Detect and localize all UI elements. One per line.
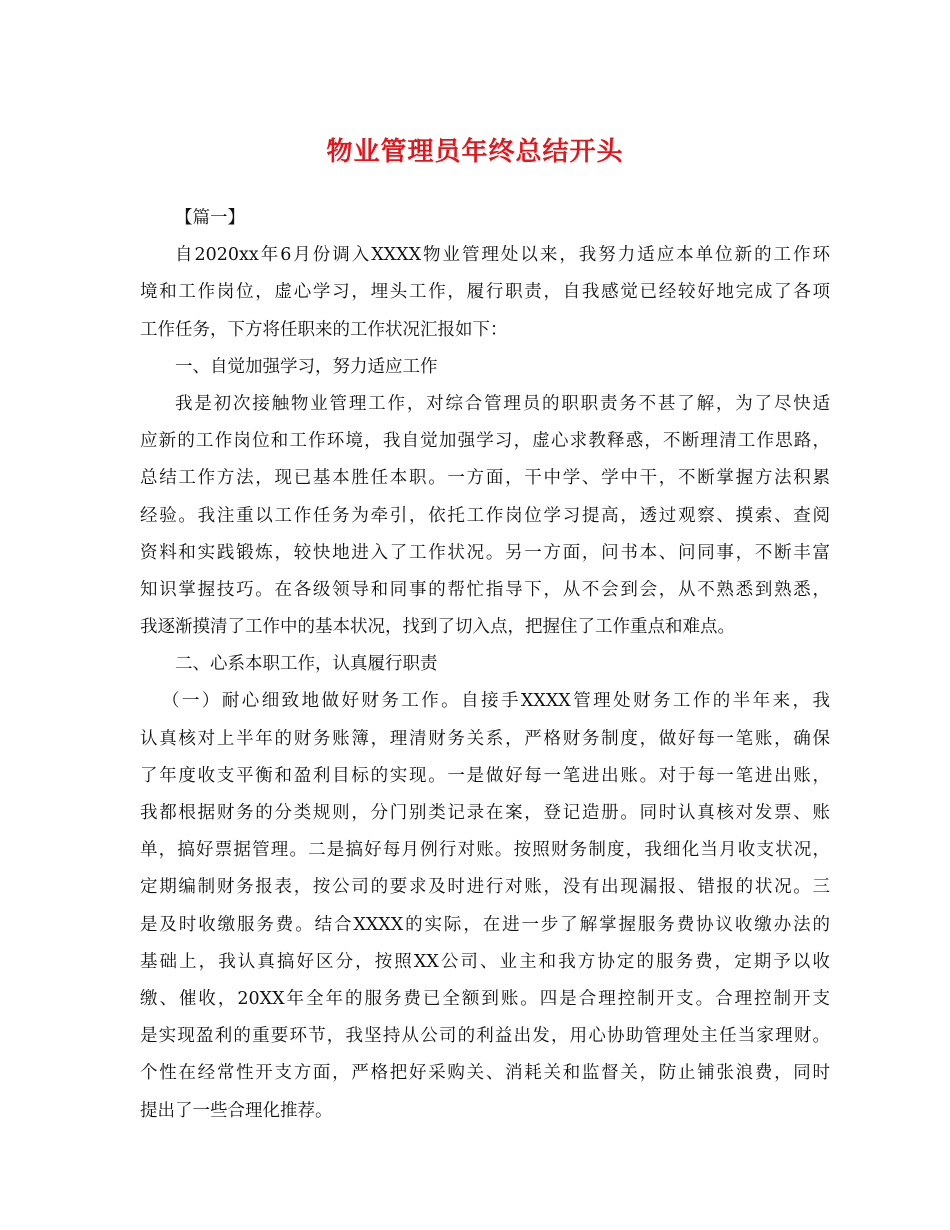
paragraph-line: 境和工作岗位，虚心学习，埋头工作，履行职责，自我感觉已经较好地完成了各项 [140,282,830,303]
paragraph-line: 知识掌握技巧。在各级领导和同事的帮忙指导下，从不会到会，从不熟悉到熟悉， [140,579,830,600]
paragraph-line: 基础上，我认真搞好区分，按照XX公司、业主和我方协定的服务费，定期予以收 [140,951,830,972]
paragraph-line: 我是初次接触物业管理工作，对综合管理员的职职责务不甚了解，为了尽快适 [175,393,830,414]
paragraph-line: 个性在经常性开支方面，严格把好采购关、消耗关和监督关，防止铺张浪费，同时 [140,1063,830,1084]
paragraph-line: 工作任务，下方将任职来的工作状况汇报如下： [140,319,508,340]
paragraph-line: 总结工作方法，现已基本胜任本职。一方面，干中学、学中干，不断掌握方法积累 [140,468,830,489]
paragraph-line: 资料和实践锻炼，较快地进入了工作状况。另一方面，问书本、问同事，不断丰富 [140,542,830,563]
paragraph-line: 缴、催收，20XX年全年的服务费已全额到账。四是合理控制开支。合理控制开支 [140,988,830,1009]
section-tag: 【篇一】 [175,208,245,228]
paragraph-line: 是及时收缴服务费。结合XXXX的实际，在进一步了解掌握服务费协议收缴办法的 [140,914,830,935]
section-heading: 一、自觉加强学习，努力适应工作 [175,356,438,377]
paragraph-line: 经验。我注重以工作任务为牵引，依托工作岗位学习提高，透过观察、摸索、查阅 [140,505,830,526]
paragraph-line: 单，搞好票据管理。二是搞好每月例行对账。按照财务制度，我细化当月收支状况， [140,840,830,861]
paragraph-line: 我逐渐摸清了工作中的基本状况，找到了切入点，把握住了工作重点和难点。 [140,617,735,638]
paragraph-line: 定期编制财务报表，按公司的要求及时进行对账，没有出现漏报、错报的状况。三 [140,877,830,898]
section-heading: 二、心系本职工作，认真履行职责 [175,654,438,675]
paragraph-line: 认真核对上半年的财务账簿，理清财务关系，严格财务制度，做好每一笔账，确保 [140,728,830,749]
paragraph-line: 应新的工作岗位和工作环境，我自觉加强学习，虚心求教释惑，不断理清工作思路， [140,431,830,452]
document-title: 物业管理员年终总结开头 [326,137,624,167]
paragraph-line: 自2020xx年6月份调入XXXX物业管理处以来，我努力适应本单位新的工作环 [175,245,830,266]
paragraph-line: 了年度收支平衡和盈利目标的实现。一是做好每一笔进出账。对于每一笔进出账， [140,765,830,786]
paragraph-line: 我都根据财务的分类规则，分门别类记录在案，登记造册。同时认真核对发票、账 [140,803,830,823]
paragraph-line: 是实现盈利的重要环节，我坚持从公司的利益出发，用心协助管理处主任当家理财。 [140,1026,830,1047]
paragraph-line: （一）耐心细致地做好财务工作。自接手XXXX管理处财务工作的半年来，我 [162,691,830,712]
paragraph-line: 提出了一些合理化推荐。 [140,1100,333,1121]
document-body [140,200,830,1130]
